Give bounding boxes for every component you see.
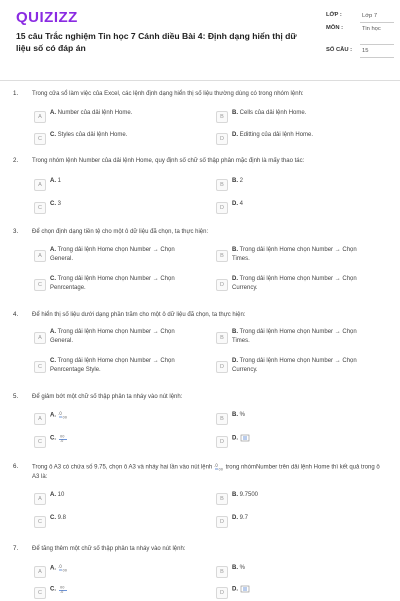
count-underline	[360, 57, 394, 58]
option-letter: A	[34, 250, 46, 262]
svg-text:.0: .0	[57, 564, 62, 569]
option-text: 2	[239, 178, 244, 184]
count-label: SỐ CÂU :	[326, 47, 353, 53]
option-text: 9.7	[239, 515, 249, 521]
option-letter: B	[216, 566, 228, 578]
option-letter: C	[34, 516, 46, 528]
increase-decimal-icon	[58, 564, 68, 572]
option-label: C.	[50, 358, 56, 364]
option-label: B.	[232, 110, 238, 116]
svg-text:.0: .0	[59, 439, 64, 442]
option-text: 10	[57, 492, 65, 498]
percent-symbol: %	[239, 565, 246, 571]
option-label: B.	[232, 565, 238, 571]
option-label: C.	[50, 435, 56, 442]
option-letter: A	[34, 413, 46, 425]
quizizz-logo[interactable]: QUIZIZZ	[16, 9, 78, 26]
option-text: Trong dải lệnh Home chọn Number → Chọn Penrcentage Style.	[50, 358, 175, 373]
option-text: Trong dải lệnh Home chọn Number → Chọn Times.	[232, 329, 357, 344]
subject-value: Tin học	[362, 26, 381, 32]
option-label: C.	[50, 132, 56, 138]
increase-decimal-icon	[214, 463, 224, 471]
option-text: Trong dải lệnh Home chọn Number → Chọn Currency.	[232, 276, 357, 291]
option-letter: D	[216, 436, 228, 448]
svg-text:00: 00	[59, 434, 65, 439]
count-value: 15	[362, 48, 369, 54]
option-label: D.	[232, 515, 238, 521]
option-letter: B	[216, 179, 228, 191]
option-letter: D	[216, 361, 228, 373]
option-text: 9.8	[57, 515, 67, 521]
option-label: D.	[232, 201, 238, 207]
decrease-decimal-icon	[58, 585, 68, 593]
class-underline	[360, 22, 394, 23]
comma-style-icon	[240, 585, 250, 593]
question-text-part: trong nhómNumber trên dải lệnh Home thì kết quả trong ô A3 là:	[32, 464, 380, 481]
option-label: A.	[50, 329, 56, 335]
option-letter: A	[34, 179, 46, 191]
option-text: 1	[57, 178, 62, 184]
option-letter: D	[216, 202, 228, 214]
option-label: B.	[232, 178, 238, 184]
option-text: Styles của dải lệnh Home.	[57, 132, 128, 138]
option-label: B.	[232, 247, 238, 253]
option-letter: C	[34, 361, 46, 373]
option-text: Trong dải lệnh Home chọn Number → Chọn Penrcentage.	[50, 276, 175, 291]
option-label: D.	[232, 586, 238, 593]
svg-text:.0: .0	[59, 590, 64, 593]
svg-text:00: 00	[62, 568, 67, 572]
option-letter: B	[216, 111, 228, 123]
increase-decimal-icon	[58, 411, 68, 419]
question-number: 6.	[13, 463, 19, 470]
svg-text:.0: .0	[57, 411, 62, 416]
option-letter: C	[34, 133, 46, 145]
option-label: A.	[50, 412, 56, 419]
subject-underline	[360, 44, 394, 45]
option-text: Editting của dải lệnh Home.	[239, 132, 314, 138]
option-label: B.	[232, 492, 238, 498]
option-letter: B	[216, 332, 228, 344]
question-number: 7.	[13, 545, 19, 552]
option-label: A.	[50, 110, 56, 116]
option-letter: D	[216, 133, 228, 145]
option-label: D.	[232, 435, 238, 442]
question-number: 5.	[13, 393, 19, 400]
option-letter: B	[216, 493, 228, 505]
question-number: 4.	[13, 311, 19, 318]
worksheet-title: 15 câu Trắc nghiệm Tin học 7 Cánh diều Bài 4: Định dạng hiển thị dữ liệu số có đáp án	[16, 31, 297, 53]
option-text: Cells của dải lệnh Home.	[239, 110, 307, 116]
worksheet-meta	[326, 11, 394, 59]
percent-symbol: %	[239, 412, 246, 418]
option-letter: A	[34, 566, 46, 578]
option-text: 3	[57, 201, 62, 207]
option-label: A.	[50, 247, 56, 253]
option-label: D.	[232, 132, 238, 138]
question-text: Để giảm bớt một chữ số thập phân ta nháy vào nút lệnh:	[32, 394, 183, 400]
option-label: D.	[232, 358, 238, 364]
question-number: 3.	[13, 228, 19, 235]
option-label: C.	[50, 276, 56, 282]
option-text: 9.7500	[239, 492, 259, 498]
option-letter: B	[216, 250, 228, 262]
decrease-decimal-icon	[58, 434, 68, 442]
question-text: Để hiển thị số liệu dưới dạng phần trăm cho một ô dữ liệu đã chọn, ta thực hiện:	[32, 312, 246, 318]
option-letter: D	[216, 587, 228, 599]
class-value: Lớp 7	[362, 13, 378, 19]
option-letter: C	[34, 279, 46, 291]
option-text: 4	[239, 201, 244, 207]
worksheet-header	[0, 0, 400, 78]
question-text: Trong nhóm lệnh Number của dải lệnh Home, quy định số chữ số thập phân mặc định là mấy thao tác:	[32, 158, 305, 164]
option-letter: A	[34, 332, 46, 344]
svg-text:.0: .0	[213, 463, 218, 468]
class-label: LỚP :	[326, 12, 342, 18]
option-label: A.	[50, 178, 56, 184]
option-letter: A	[34, 493, 46, 505]
option-letter: B	[216, 413, 228, 425]
question-number: 1.	[13, 90, 19, 97]
question-text: Để tăng thêm một chữ số thập phân ta nháy vào nút lệnh:	[32, 546, 186, 552]
header-divider	[0, 80, 400, 81]
option-text: Trong dải lệnh Home chọn Number → Chọn Times.	[232, 247, 357, 262]
option-letter: C	[34, 202, 46, 214]
option-letter: C	[34, 587, 46, 599]
svg-text:00: 00	[59, 585, 65, 590]
option-label: C.	[50, 515, 56, 521]
question-number: 2.	[13, 157, 19, 164]
option-letter: D	[216, 279, 228, 291]
option-letter: D	[216, 516, 228, 528]
option-label: D.	[232, 276, 238, 282]
option-label: C.	[50, 201, 56, 207]
option-text: Number của dải lệnh Home.	[57, 110, 133, 116]
comma-style-icon	[240, 434, 250, 442]
option-text: Trong dải lệnh Home chọn Number → Chọn Currency.	[232, 358, 357, 373]
option-label: B.	[232, 329, 238, 335]
option-label: C.	[50, 586, 56, 593]
option-label: A.	[50, 492, 56, 498]
question-text: Để chọn định dạng tiền tệ cho một ô dữ liệu đã chọn, ta thực hiện:	[32, 229, 209, 235]
option-label: B.	[232, 412, 238, 418]
option-label: A.	[50, 565, 56, 572]
svg-text:00: 00	[218, 467, 223, 471]
question-text: Trong cửa sổ làm việc của Excel, các lệnh định dạng hiển thị số liệu thường dùng có trong nhóm lệnh:	[32, 91, 304, 97]
option-letter: A	[34, 111, 46, 123]
question-text-part: Trong ô A3 có chứa số 9.75, chọn ô A3 và nháy hai lần vào nút lệnh	[32, 464, 213, 471]
subject-label: MÔN :	[326, 25, 344, 31]
option-text: Trong dải lệnh Home chọn Number → Chọn General.	[50, 329, 175, 344]
option-letter: C	[34, 436, 46, 448]
option-text: Trong dải lệnh Home chọn Number → Chọn General.	[50, 247, 175, 262]
svg-text:00: 00	[62, 415, 67, 419]
question-text	[32, 463, 382, 483]
